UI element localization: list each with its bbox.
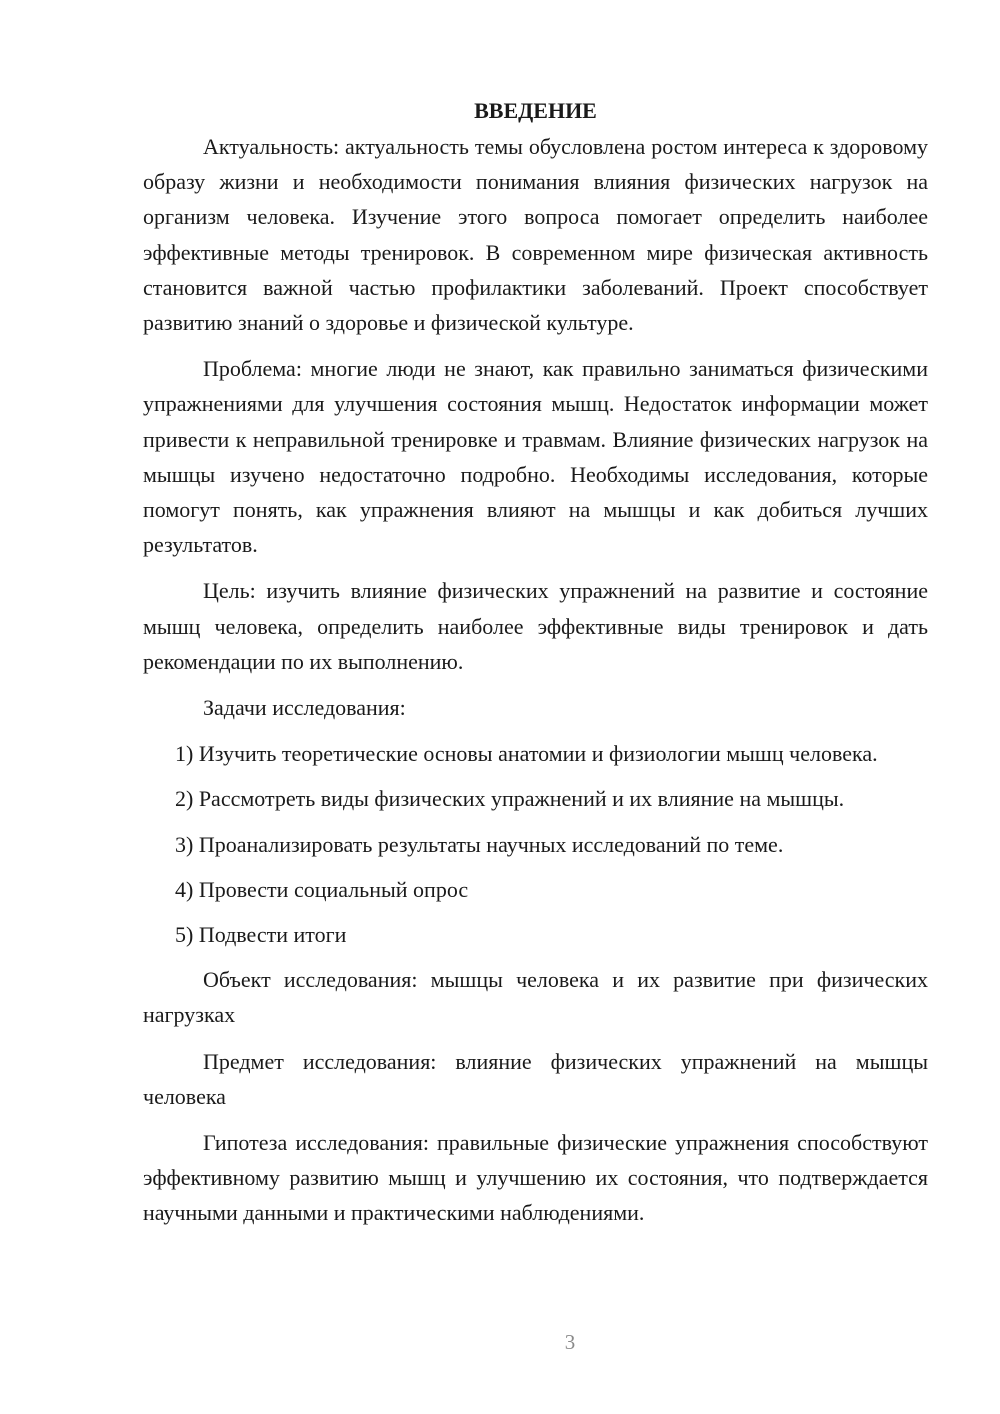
task-item-4: 4) Провести социальный опрос — [175, 876, 469, 902]
tasks-heading: Задачи исследования: — [203, 695, 406, 721]
task-item-1: 1) Изучить теоретические основы анатомии и физиологии мышц человека. — [175, 741, 878, 767]
page-number: 3 — [564, 1330, 576, 1354]
hypothesis-paragraph: Гипотеза исследования: правильные физические упражнения способствуют эффективному развитию мышц и улучшению их состояния, что подтверждается научными данными и практическими наблюдениями. — [143, 1130, 928, 1226]
object-paragraph: Объект исследования: мышцы человека и их развитие при физических нагрузках — [143, 967, 928, 1028]
relevance-paragraph: Актуальность: актуальность темы обусловлена ростом интереса к здоровому образу жизни и необходимости понимания влияния физических нагрузок на организм человека. Изучение этого вопроса помогает определить наиболее эффективные методы тренировок. В современном мире физическая активность становится важной частью профилактики заболеваний. Проект способствует развитию знаний о здоровье и физической культуре. — [143, 134, 928, 336]
page-title: ВВЕДЕНИЕ — [474, 98, 597, 123]
problem-paragraph: Проблема: многие люди не знают, как правильно заниматься физическими упражнениями для улучшения состояния мышц. Недостаток информации может привести к неправильной тренировке и травмам. Влияние физических нагрузок на мышцы изучено недостаточно подробно. Необходимы исследования, которые помогут понять, как упражнения влияют на мышцы и как добиться лучших результатов. — [143, 356, 928, 558]
subject-paragraph: Предмет исследования: влияние физических упражнений на мышцы человека — [143, 1048, 928, 1109]
goal-paragraph: Цель: изучить влияние физических упражнений на развитие и состояние мышц человека, определить наиболее эффективные виды тренировок и дать рекомендации по их выполнению. — [143, 578, 928, 674]
page-content — [143, 96, 928, 1242]
task-item-5: 5) Подвести итоги — [175, 922, 347, 948]
task-item-2: 2) Рассмотреть виды физических упражнений и их влияние на мышцы. — [175, 786, 845, 812]
task-item-3: 3) Проанализировать результаты научных исследований по теме. — [175, 831, 784, 857]
